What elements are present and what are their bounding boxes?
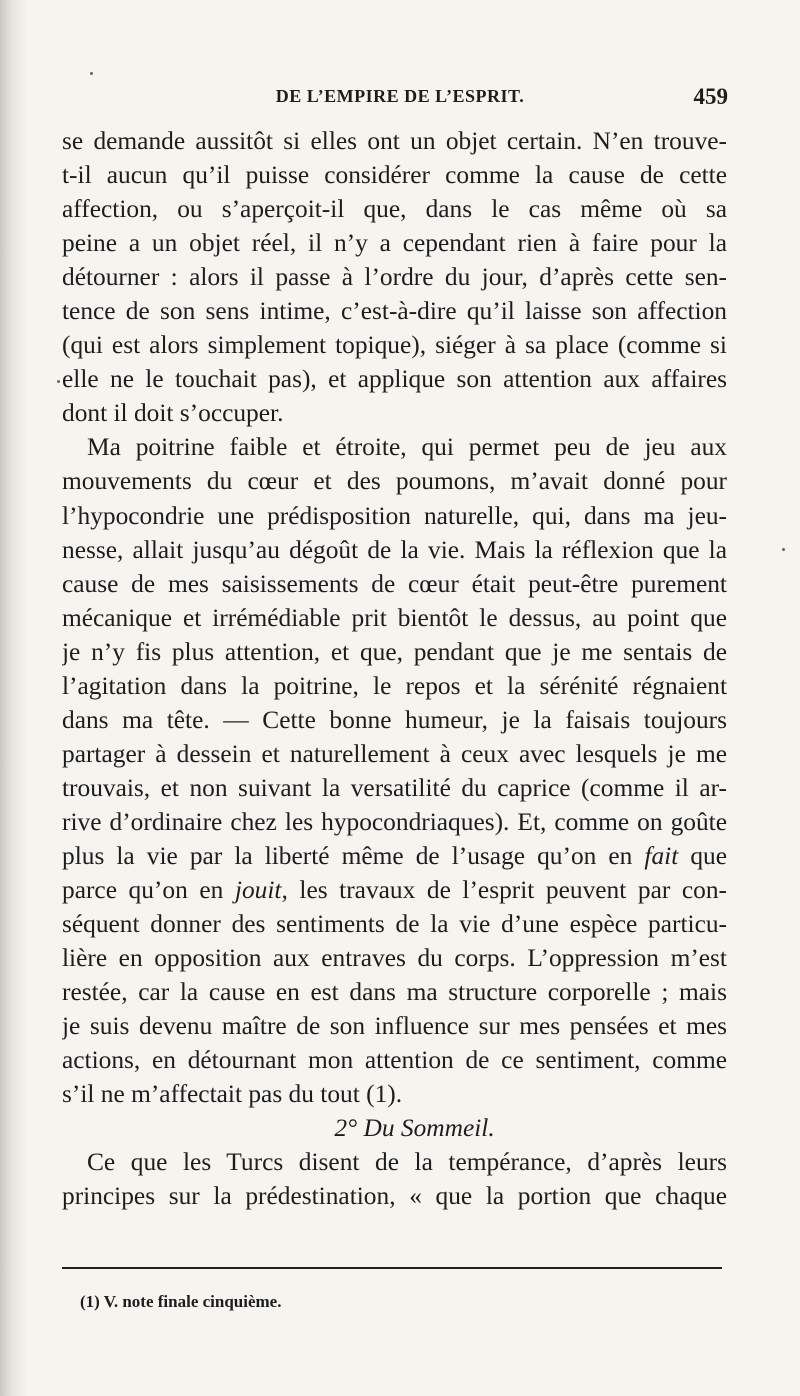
text-line-with-italic (62, 873, 727, 907)
running-title: DE L’EMPIRE DE L’ESPRIT. (275, 86, 525, 106)
ink-speck (782, 548, 785, 551)
main-text (62, 124, 727, 1214)
text-line: mécanique et irrémédiable prit bientôt le dessus, au point que (62, 603, 727, 632)
text-segment: les travaux de l’esprit peuvent par con- (287, 876, 727, 905)
footnote-rule (62, 1267, 722, 1269)
text-line: je n’y fis plus attention, et que, pendant que je me sentais de (62, 637, 727, 666)
text-segment: que (678, 841, 727, 870)
page-header (60, 86, 740, 116)
page-gutter-shadow (0, 0, 28, 1396)
text-line: restée, car la cause en est dans ma structure corporelle ; mais (62, 978, 727, 1007)
text-line: séquent donner des sentiments de la vie d’une espèce particu- (62, 910, 727, 939)
ink-speck (57, 380, 60, 383)
page-number: 459 (693, 84, 728, 109)
text-line: lière en opposition aux entraves du corps. L’oppression m’est (62, 944, 727, 973)
text-line: peine a un objet réel, il n’y a cependant rien à faire pour la (62, 229, 727, 258)
text-line: elle ne le touchait pas), et applique son attention aux affaires (62, 365, 727, 394)
text-line: dans ma tête. — Cette bonne humeur, je la faisais toujours (62, 705, 727, 734)
text-line: l’hypocondrie une prédisposition naturelle, qui, dans ma jeu- (62, 501, 727, 530)
text-line: détourner : alors il passe à l’ordre du jour, d’après cette sen- (62, 263, 727, 292)
paragraph-end-line: dont il doit s’occuper. (62, 399, 284, 428)
text-line-with-italic (62, 839, 727, 873)
text-line: cause de mes saisissements de cœur était peut-être purement (62, 569, 727, 598)
text-line: mouvements du cœur et des poumons, m’avait donné pour (62, 467, 727, 496)
text-line: l’agitation dans la poitrine, le repos et la sérénité régnaient (62, 671, 727, 700)
text-line: actions, en détournant mon attention de ce sentiment, comme (62, 1046, 727, 1075)
text-line: trouvais, et non suivant la versatilité du caprice (comme il ar- (62, 773, 727, 802)
ink-speck (90, 72, 93, 75)
italic-word: fait (644, 841, 679, 870)
paragraph-start-line: Ma poitrine faible et étroite, qui permet peu de jeu aux (87, 433, 727, 462)
text-line: tence de son sens intime, c’est-à-dire qu’il laisse son affection (62, 297, 727, 326)
paragraph-end-line: s’il ne m’affectait pas du tout (1). (62, 1080, 403, 1109)
text-segment: parce qu’on en (62, 876, 235, 905)
text-line: (qui est alors simplement topique), siéger à sa place (comme si (62, 331, 727, 360)
text-line: affection, ou s’aperçoit-il que, dans le cas même où sa (62, 195, 727, 224)
text-line: partager à dessein et naturellement à ceux avec lesquels je me (62, 739, 727, 768)
section-heading: 2° Du Sommeil. (334, 1114, 495, 1143)
text-segment: plus la vie par la liberté même de l’usage qu’on en (62, 841, 645, 870)
footnote: (1) V. note finale cinquième. (80, 1292, 282, 1311)
text-line: je suis devenu maître de son influence sur mes pensées et mes (62, 1012, 727, 1041)
text-line: rive d’ordinaire chez les hypocondriaques). Et, comme on goûte (62, 807, 727, 836)
paragraph-start-line: Ce que les Turcs disent de la tempérance, d’après leurs (87, 1148, 727, 1177)
italic-word: jouit, (234, 876, 288, 905)
text-line: principes sur la prédestination, « que la portion que chaque (62, 1182, 727, 1211)
text-line: se demande aussitôt si elles ont un objet certain. N’en trouve- (62, 127, 727, 155)
text-line: nesse, allait jusqu’au dégoût de la vie. Mais la réflexion que la (62, 535, 727, 564)
text-line: t-il aucun qu’il puisse considérer comme la cause de cette (62, 161, 727, 190)
